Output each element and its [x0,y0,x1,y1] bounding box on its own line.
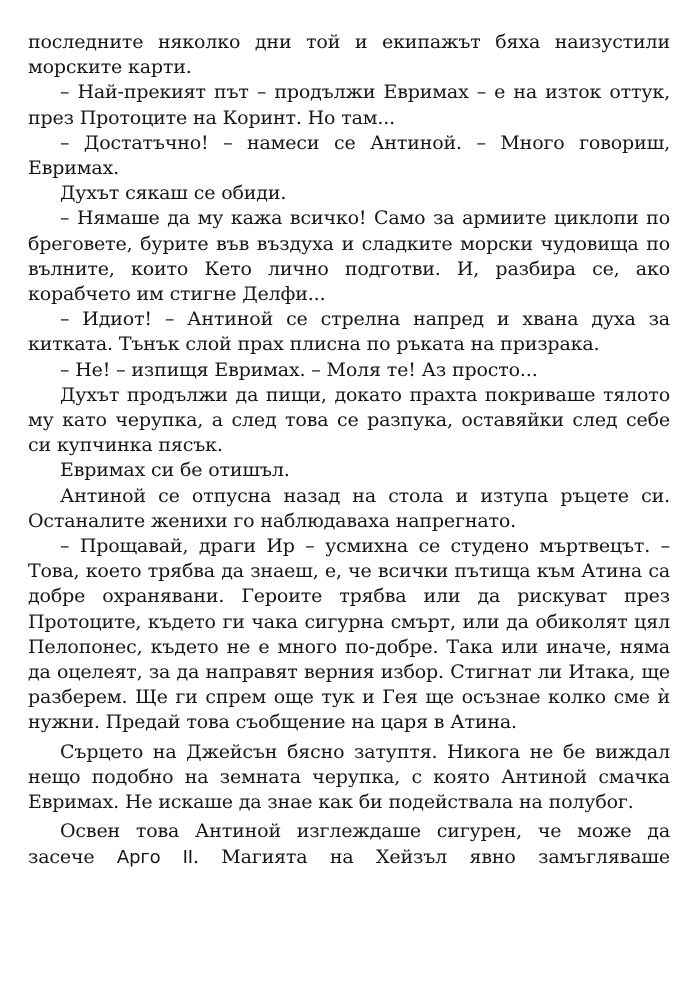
paragraph-13-text-before: Освен това Антиной изглеждаше сигурен, че може да засече [28,820,670,868]
paragraph-8: Духът продължи да пищи, докато прахта покриваше тялото му като черупка, а след това се разпука, оставяйки след себе си купчинка пясък. [28,383,670,457]
paragraph-13 [28,819,670,869]
paragraph-4: Духът сякаш се обиди. [60,182,287,205]
paragraph-12: Сърцето на Джейсън бясно затуптя. Никога не бе виждал нещо подобно на земната черупка, с която Антиной смачка Евримах. Не искаше да знае как би подействала на полубог. [28,740,670,814]
paragraph-2: – Най-прекият път – продължи Евримах – е на изток оттук, през Протоците на Коринт. Но там... [28,81,670,129]
paragraph-9: Евримах си бе отишъл. [60,459,290,482]
paragraph-11: – Прощавай, драги Ир – усмихна се студено мъртвецът. – Това, което трябва да знаеш, е, че всички пътища към Атина са добре охранявани. Героите трябва или да рискуват през Протоците, където ги чака сигурна смърт, или да обиколят цял Пелопонес, където не е много по-добре. Така или иначе, няма да оцелеят, за да направят верния избор. Стигнат ли Итака, ще разберем. Ще ги спрем още тук и Гея ще осъзнае колко сме ѝ нужни. Предай това съобщение на царя в Атина. [28,535,670,734]
paragraph-7: – Не! – изпищя Евримах. – Моля те! Аз просто... [60,358,538,381]
book-page [28,30,670,870]
paragraph-5: – Нямаше да му кажа всичко! Само за армиите циклопи по бреговете, бурите във въздуха и сладките морски чудовища по вълните, които Кето лично подготви. И, разбира се, ако корабчето им стигне Делфи... [28,207,670,306]
paragraph-6: – Идиот! – Антиной се стрелна напред и хвана духа за китката. Тънък слой прах плисна по ръката на призрака. [28,308,670,356]
paragraph-1: последните няколко дни той и екипажът бяха наизустили морските карти. [28,31,670,79]
ship-name: Арго II [116,846,193,868]
paragraph-3: – Достатъчно! – намеси се Антиной. – Много говориш, Евримах. [28,131,670,180]
paragraph-10: Антиной се отпусна назад на стола и изтупа ръцете си. Останалите женихи го наблюдаваха напрегнато. [28,484,670,532]
paragraph-13-text-after: . Магията на Хейзъл явно замъгляваше [192,845,670,868]
